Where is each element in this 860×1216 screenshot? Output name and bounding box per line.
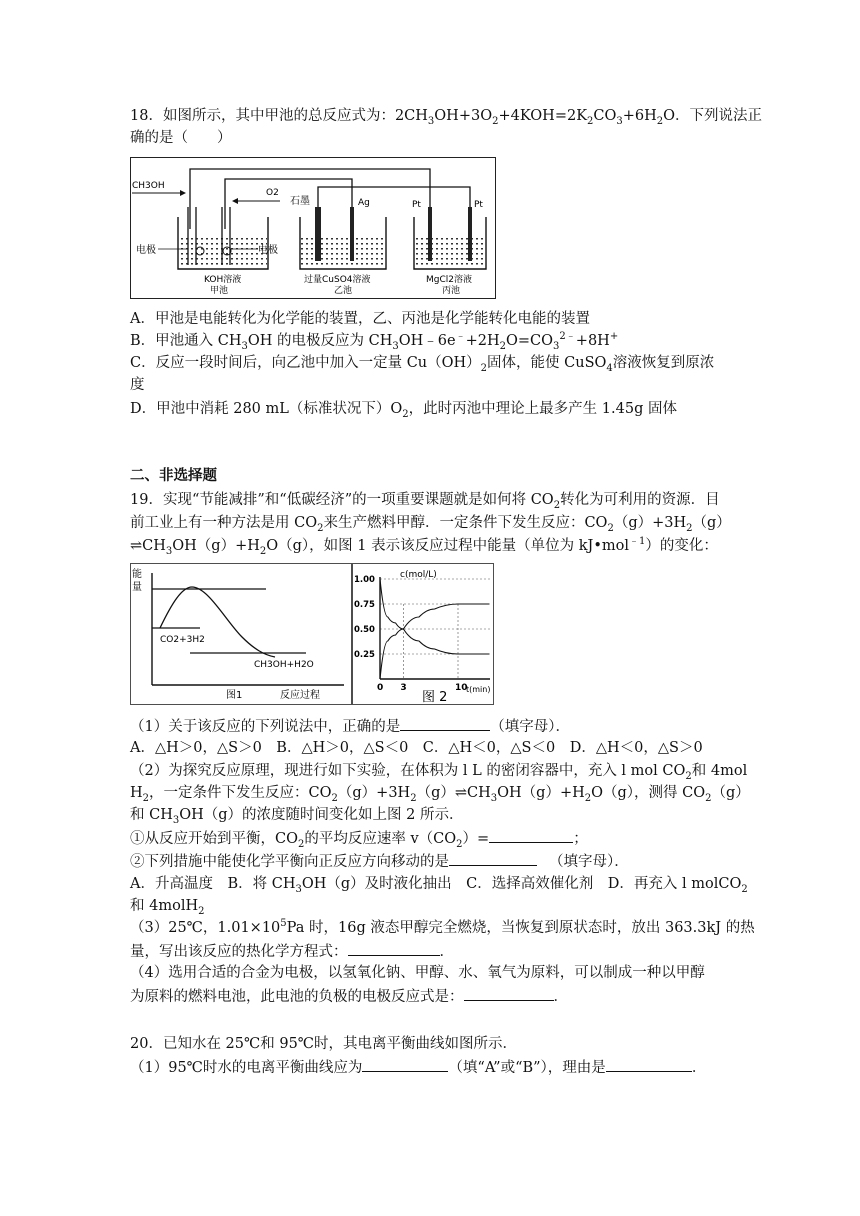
pt-right-label: Pt: [474, 200, 483, 210]
fig2-y-tick-label: 0.50: [354, 625, 375, 635]
electrode-left-label: 电极: [136, 245, 156, 256]
q20-line2: （1）95℃时水的电离平衡曲线应为 （填“A”或“B”），理由是 ．: [130, 1057, 706, 1078]
fig2-y-tick-label: 0.25: [354, 650, 375, 660]
q19-part4-line2: 为原料的燃料电池，此电池的负极的电极反应式是： ．: [130, 986, 568, 1007]
q19-part2-options: A．升高温度 B．将 $CH_3OH(g)$及时液化抽出 C．选择高效催化剂 D．再充入 l molCO$_2$: [130, 876, 748, 895]
fig2-x-tick-label: 10: [455, 683, 468, 693]
q19-line1: 19．实现“节能减排”和“低碳经济”的一项重要课题就是如何将 $CO_2$转化为可利用的资源．目: [130, 492, 720, 511]
fig2-ylabel: c(mol/L): [400, 570, 437, 580]
fig1-xlabel: 反应过程: [280, 690, 320, 701]
q19-part1: （1）关于该反应的下列说法中，正确的是 （填字母）．: [130, 716, 570, 737]
koh-label: KOH溶液: [204, 275, 242, 285]
fig2-x-tick-label: 0: [377, 683, 384, 693]
q19-part2-options-cont: 和 4molH$_2$: [130, 898, 205, 917]
q19-line3: $\rightleftharpoons CH_3OH(g)+H_2O(g)$，如图 1 表示该反应过程中能量（单位为 kJ•mol$^{﹣1}$）的变化：: [130, 536, 718, 557]
fig1-caption: 图1: [226, 690, 243, 701]
cuso4-label: 过量CuSO4溶液: [304, 275, 371, 285]
q19-rate-answer-blank[interactable]: [489, 828, 573, 843]
fig2-y-tick-label: 1.00: [354, 575, 375, 585]
q19-part2-line1: （2）为探究反应原理，现进行如下实验，在体积为 l L 的密闭容器中，充入 l mol $CO_2$和 4mol: [130, 763, 748, 782]
q20-line1: 20．已知水在 25℃和 95℃时，其电离平衡曲线如图所示．: [130, 1036, 518, 1052]
q20-curve-answer-blank[interactable]: [362, 1057, 448, 1072]
q18-electrochemistry-figure: [130, 157, 496, 299]
mgcl2-label: MgCl2溶液: [426, 275, 472, 285]
fig1-products: CH3OH+H2O: [254, 660, 314, 670]
fig1-reactants: CO2+3H2: [160, 635, 205, 645]
concentration-chart-fig2: [352, 563, 494, 705]
q18-option-a: A．甲池是电能转化为化学能的装置，乙、丙池是化学能转化电能的装置: [130, 311, 590, 327]
q19-part3-line2: 量，写出该反应的热化学方程式： ．: [130, 941, 454, 962]
q19-part2-line3: 和 $CH_3OH(g)$的浓度随时间变化如上图 2 所示．: [130, 807, 464, 826]
q18-option-d: D．甲池中消耗 280 mL（标准状况下）$O_2$，此时丙池中理论上最多产生 1.45g 固体: [130, 401, 677, 420]
electrode-right-label: 电极: [258, 245, 278, 256]
pool-jia-label: 甲池: [210, 286, 229, 296]
q19-part2-line2: $H_2$，一定条件下发生反应：$CO_2(g)+3H_2(g)\rightleftharpoons CH_3OH(g)+H_2O(g)$，测得 $CO_2(g)$: [130, 785, 750, 804]
q19-part4-line1: （4）选用合适的合金为电极，以氢氧化钠、甲醇、水、氧气为原料，可以制成一种以甲醇: [130, 965, 705, 981]
q18-option-c: C．反应一段时间后，向乙池中加入一定量 $Cu(OH)_2$固体，能使 CuSO$_4$溶液恢复到原浓: [130, 355, 715, 374]
fig2-caption: 图 2: [422, 690, 448, 705]
ch3oh-label: CH3OH: [132, 181, 165, 191]
q19-part2-q2: ②下列措施中能使化学平衡向正反应方向移动的是 （填字母）．: [130, 851, 629, 872]
q19-equilibrium-answer-blank[interactable]: [449, 851, 537, 866]
q18-option-c-cont: 度: [130, 377, 145, 393]
section-title: 二、非选择题: [130, 467, 217, 484]
q18-stem-line2: 确的是（ ）: [130, 130, 232, 146]
q19-part1-options: A．△H＞0，△S＞0 B．△H＞0，△S＜0 C．△H＜0，△S＜0 D．△H＜0，△S＞0: [130, 740, 703, 756]
pool-yi-label: 乙池: [334, 286, 353, 296]
q19-part2-q1: ①从反应开始到平衡，$CO_2$的平均反应速率 $v(CO_2)=$ ；: [130, 828, 588, 849]
q19-part1-answer-blank[interactable]: [400, 716, 490, 731]
q18-stem-line1: 18．如图所示，其中甲池的总反应式为：$2CH_3OH+3O_2+4KOH=2K_2CO_3+6H_2O$．下列说法正: [130, 108, 763, 127]
fig1-ylabel-2: 量: [132, 582, 142, 593]
graphite-label: 石墨: [290, 196, 310, 207]
q19-part3-line1: （3）25℃，$1.01\times 10^5Pa$ 时，16g 液态甲醇完全燃烧，当恢复到原状态时，放出 363.3kJ 的热: [130, 918, 755, 936]
energy-diagram-fig1: [130, 563, 352, 705]
fig2-xlabel: t(min): [466, 685, 491, 694]
fig2-y-tick-label: 0.75: [354, 600, 375, 610]
q19-line2: 前工业上有一种方法是用 $CO_2$来生产燃料甲醇．一定条件下发生反应：$CO_2(g)+3H_2(g)$: [130, 515, 731, 534]
q19-thermo-equation-blank[interactable]: [348, 941, 440, 956]
pool-bing-label: 丙池: [442, 286, 461, 296]
q20-reason-answer-blank[interactable]: [606, 1057, 692, 1072]
pt-left-label: Pt: [412, 200, 421, 210]
o2-label: O2: [266, 188, 279, 198]
fig2-x-tick-label: 3: [400, 683, 407, 693]
q18-option-b: B．甲池通入 $CH_3OH$ 的电极反应为 $CH_3OH﹣6e^﹣+2H_2O=CO_3^{2﹣}+8H^+$: [130, 331, 619, 352]
q19-electrode-reaction-blank[interactable]: [464, 986, 554, 1001]
ag-label: Ag: [358, 198, 370, 208]
fig1-ylabel-1: 能: [132, 569, 142, 580]
